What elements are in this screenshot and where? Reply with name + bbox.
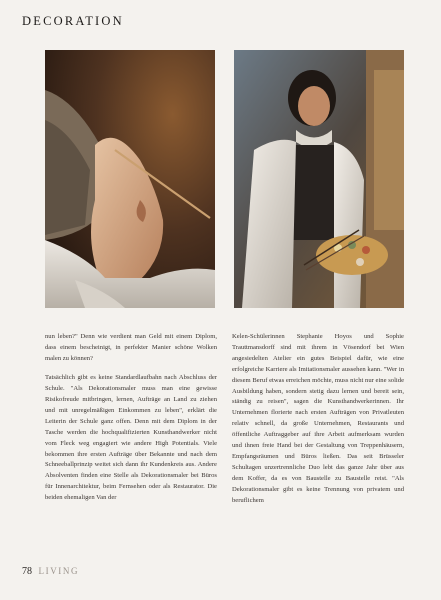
magazine-name: LIVING bbox=[38, 566, 80, 576]
page-footer bbox=[22, 566, 79, 577]
right-paragraph-1: Kelen-Schülerinnen Stephanie Hoyos und Sophie Trauttmansdorff sind mit ihrem in Vösendorf bei Wien angesiedelten Atelier ein gutes Beispiel dafür, wie eine erfolgreiche Karriere als Imitationsmaler aussehen kann. "Wer in diesem Beruf etwas erreichen möchte, muss nicht nur eine solide Ausbildung haben, sondern stetig dazu lernen und bereit sein, ständig zu reisen", sagen die Kunsthandwerkerinnen. Ihr Unternehmen florierte nach ersten Aufträgen von Privatleuten relativ schnell, da große Unternehmen, Restaurants und öffentliche Auftraggeber auf ihre Arbeit aufmerksam wurden und ihnen freie Hand bei der Gestaltung von Treppenhäusern, Empfangsräumen und Büros ließen. Das seit Brüsseler Schultagen unzertrennliche Duo lebt das ganze Jahr über aus dem Koffer, da es von Baustelle zu Baustelle reist. "Als Dekorationsmaler gibt es keine Trennung von privatem und beruflichem bbox=[232, 333, 404, 504]
page-number: 78 bbox=[22, 566, 32, 577]
section-title: DECORATION bbox=[22, 14, 124, 28]
article-left-column bbox=[45, 332, 217, 513]
student-painting-photo bbox=[45, 50, 215, 308]
article-right-column bbox=[232, 332, 404, 515]
left-paragraph-2: Tatsächlich gibt es keine Standardlaufbahn nach Abschluss der Schule. "Als Dekorationsmaler muss man eine gewisse Risikofreude mitbringen, lernen, Aufträge an Land zu ziehen und mit unregelmäßigen Einkommen zu leben", erklärt die Leiterin der Schule ganz offen. Denn mit dem Diplom in der Tasche werden die hochqualifizierten Kunsthandwerker nicht vom Fleck weg engagiert wie andere High Potentials. Viele bekommen ihre ersten Aufträge über Bekannte und nach dem Schneeballprinzip weitet sich dann ihr Kundenkreis aus. Andere Absolventen finden eine Stelle als Dekorationsmaler bei Büros für Innenarchitektur, beim Fernsehen oder als Restaurator. Die beiden ehemaligen Van der bbox=[45, 374, 217, 502]
left-paragraph-1: nun leben?" Denn wie verdient man Geld mit einem Diplom, dass einem bescheinigt, in perfekter Manier schöne Wolken malen zu können? bbox=[45, 333, 217, 362]
painter-with-palette-photo bbox=[234, 50, 404, 308]
